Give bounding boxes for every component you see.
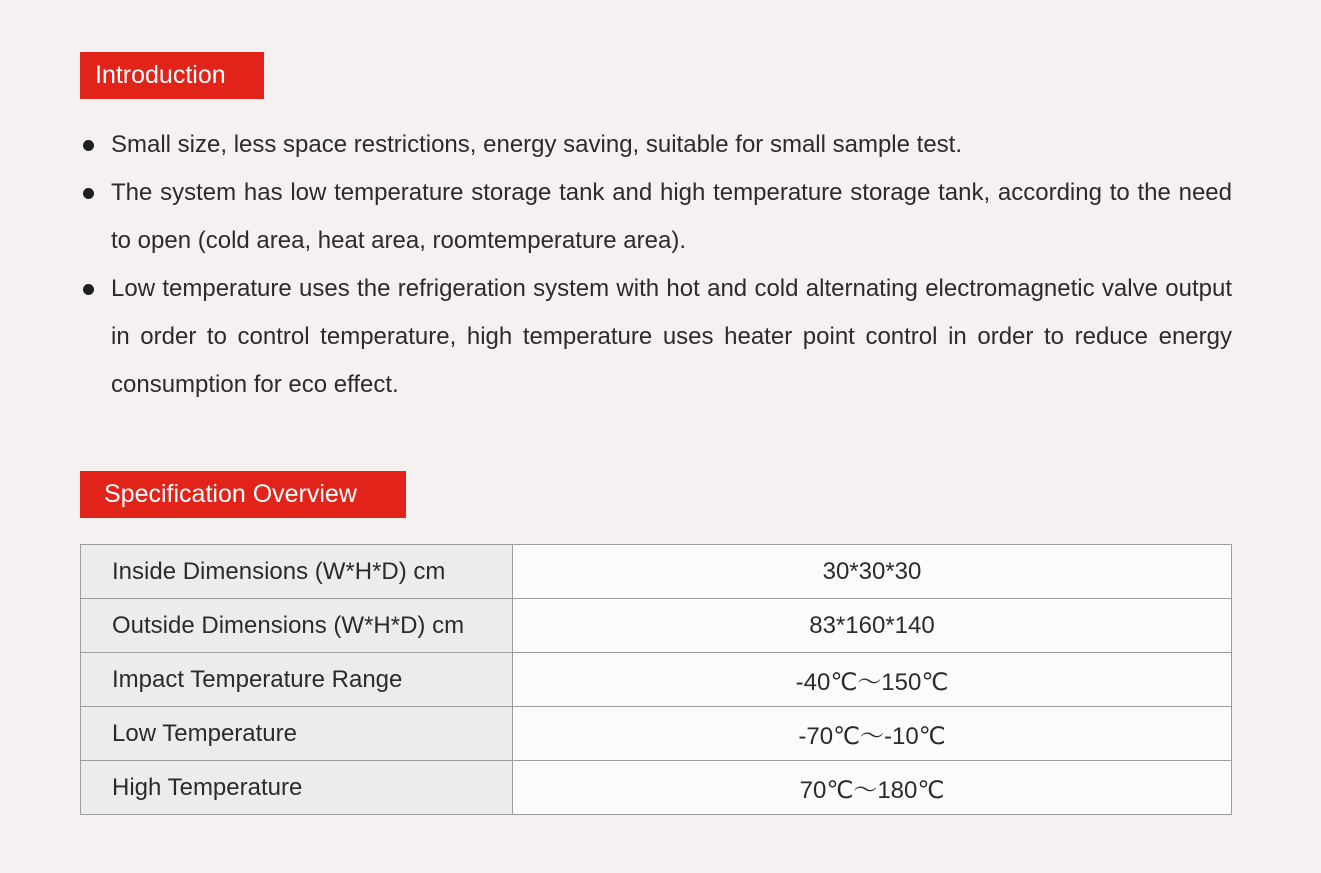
- specification-table: [80, 544, 1232, 815]
- list-item: [80, 265, 1232, 409]
- bullet-text: The system has low temperature storage tank and high temperature storage tank, according to the need to open (cold area, heat area, roomtemperature area).: [111, 179, 1232, 254]
- spec-label: Outside Dimensions (W*H*D) cm: [81, 599, 513, 653]
- spec-value: 83*160*140: [513, 599, 1232, 653]
- introduction-heading: Introduction: [80, 52, 264, 99]
- list-item: [80, 121, 1232, 169]
- table-row: [81, 761, 1232, 815]
- specification-heading: Specification Overview: [80, 471, 406, 518]
- spec-value: 70℃～180℃: [513, 761, 1232, 815]
- table-row: [81, 653, 1232, 707]
- table-row: [81, 599, 1232, 653]
- spec-label: Inside Dimensions (W*H*D) cm: [81, 545, 513, 599]
- spec-label: Low Temperature: [81, 707, 513, 761]
- spec-value: -40℃～150℃: [513, 653, 1232, 707]
- bullet-icon: [83, 284, 94, 295]
- spec-value: -70℃～-10℃: [513, 707, 1232, 761]
- table-row: [81, 545, 1232, 599]
- bullet-icon: [83, 140, 94, 151]
- table-row: [81, 707, 1232, 761]
- bullet-icon: [83, 188, 94, 199]
- introduction-list: [80, 121, 1232, 409]
- spec-value: 30*30*30: [513, 545, 1232, 599]
- bullet-text: Low temperature uses the refrigeration system with hot and cold alternating electromagnetic valve output in order to control temperature, high temperature uses heater point control in order to reduce energy consumption for eco effect.: [111, 275, 1232, 398]
- bullet-text: Small size, less space restrictions, energy saving, suitable for small sample test.: [111, 131, 963, 158]
- spec-label: Impact Temperature Range: [81, 653, 513, 707]
- spec-label: High Temperature: [81, 761, 513, 815]
- list-item: [80, 169, 1232, 265]
